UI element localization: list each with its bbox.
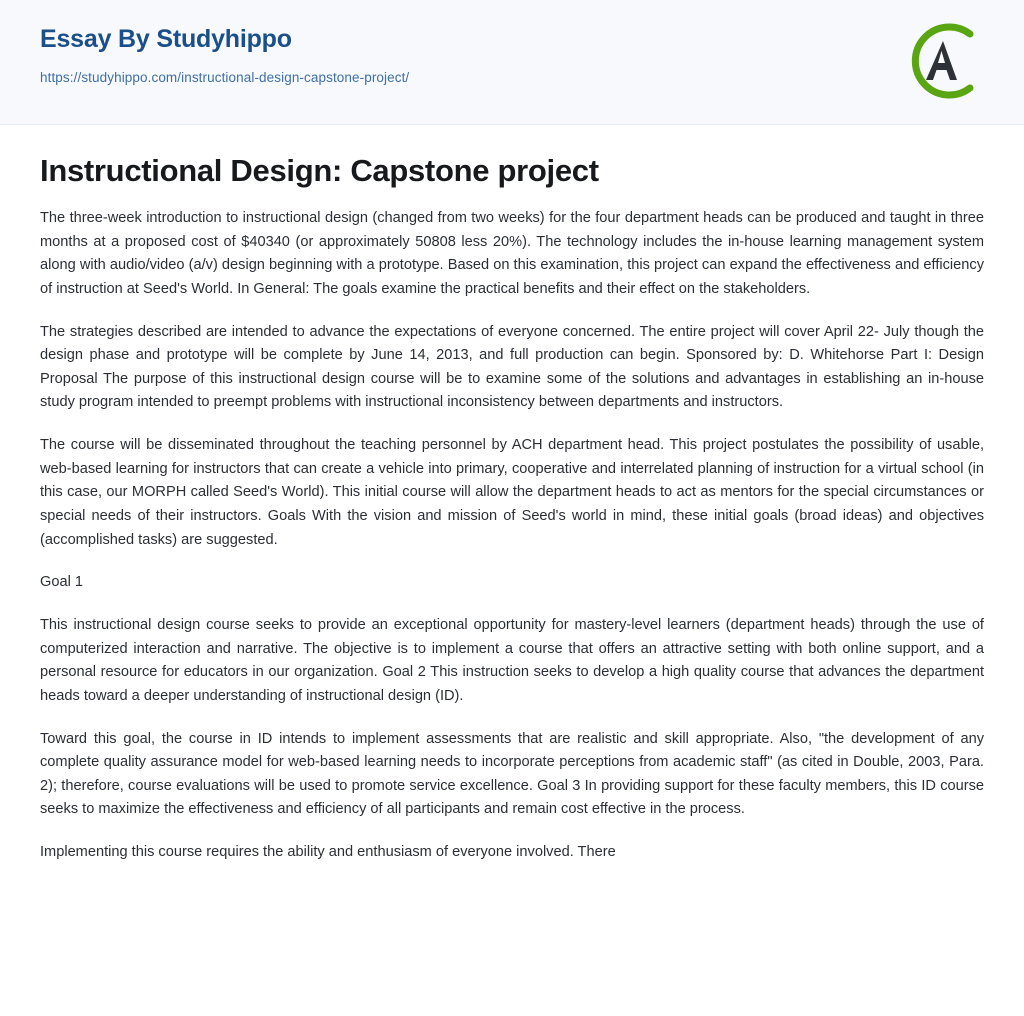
article-paragraph: The strategies described are intended to advance the expectations of everyone concerned. The entire project will cover April 22- July though the design phase and prototype will be complete by June 14, 2013, and full production can begin. Sponsored by: D. Whitehorse Part I: Design Proposal The purpose of this instructional design course will be to examine some of the solutions and advantages in establishing an in-house study program intended to preempt problems with instructional inconsistency between departments and instructors. <box>40 323 984 411</box>
article-subheading-goal-1: Goal 1 <box>40 574 83 591</box>
article-paragraph: The three-week introduction to instructional design (changed from two weeks) for the four department heads can be produced and taught in three months at a proposed cost of $40340 (or approximately 50808 less 20%). The technology includes the in-house learning management system along with audio/video (a/v) design beginning with a prototype. Based on this examination, this project can expand the effectiveness and efficiency of instruction at Seed's World. In General: The goals examine the practical benefits and their effect on the stakeholders. <box>40 210 984 297</box>
site-header <box>0 0 1024 125</box>
site-brand-title: Essay By Studyhippo <box>40 25 292 53</box>
article-paragraph: Toward this goal, the course in ID intends to implement assessments that are realistic and skill appropriate. Also, "the development of any complete quality assurance model for web-based learning needs to incorporate perceptions from academic staff" (as cited in Double, 2003, Para. 2); therefore, course evaluations will be used to promote service excellence. Goal 3 In providing support for these faculty members, this ID course seeks to maximize the effectiveness and efficiency of all participants and remain cost effective in the process. <box>40 730 984 818</box>
article-paragraph-truncated: Implementing this course requires the ability and enthusiasm of everyone involved. There <box>40 844 616 861</box>
article-body <box>0 125 1024 865</box>
article-paragraph: The course will be disseminated throughout the teaching personnel by ACH department head. This project postulates the possibility of usable, web-based learning for instructors that can create a vehicle into primary, cooperative and interrelated planning of instruction for a virtual school (in this case, our MORPH called Seed's World). This initial course will allow the department heads to act as mentors for the special circumstances or special needs of their instructors. Goals With the vision and mission of Seed's world in mind, these initial goals (broad ideas) and objectives (accomplished tasks) are suggested. <box>40 437 984 548</box>
letter-a-circle-logo-icon <box>900 18 986 104</box>
page-title: Instructional Design: Capstone project <box>40 153 599 188</box>
source-url[interactable]: https://studyhippo.com/instructional-design-capstone-project/ <box>40 69 410 85</box>
article-paragraph: This instructional design course seeks to provide an exceptional opportunity for mastery-level learners (department heads) through the use of computerized interaction and narrative. The objective is to implement a course that offers an attractive setting with both online support, and a personal resource for educators in our organization. Goal 2 This instruction seeks to develop a high quality course that advances the department heads toward a deeper understanding of instructional design (ID). <box>40 616 984 704</box>
